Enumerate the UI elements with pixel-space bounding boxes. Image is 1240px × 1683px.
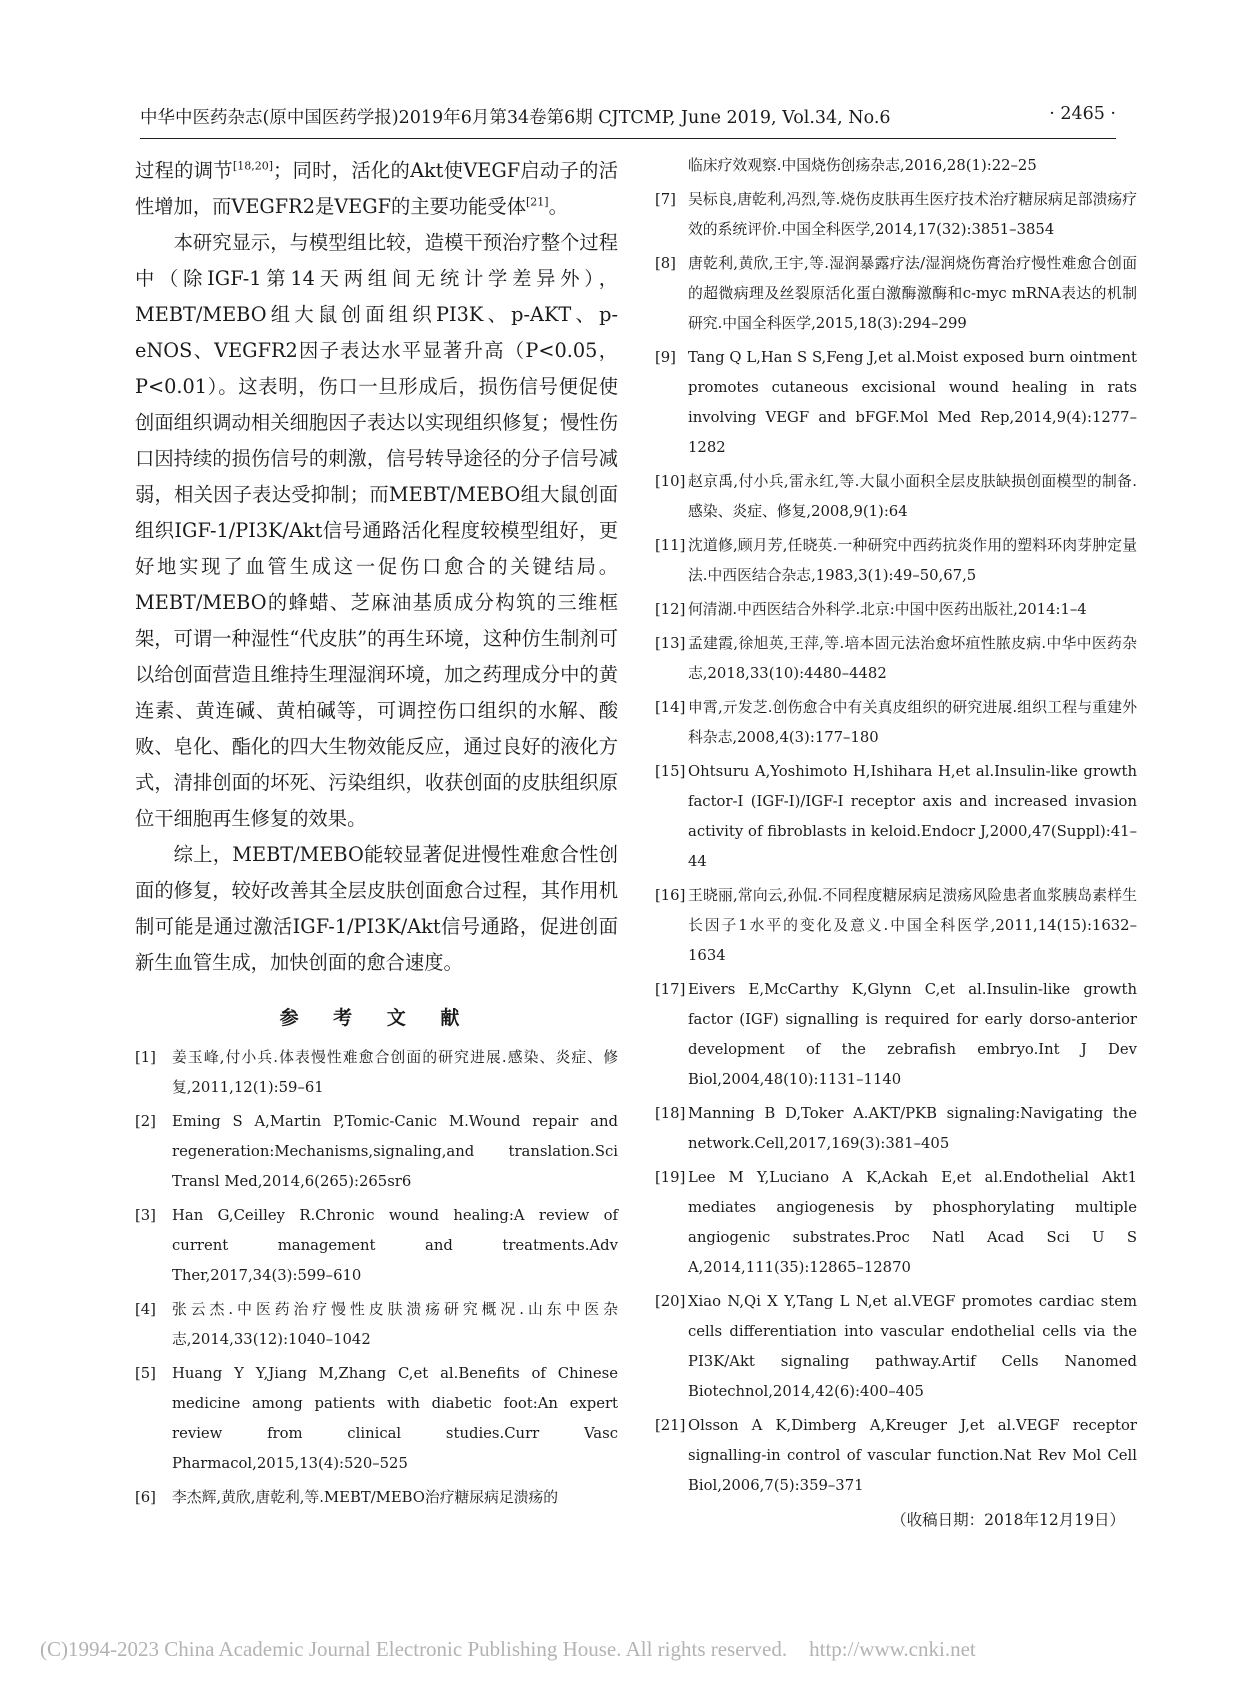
reference-item [655,693,1137,753]
reference-number: [4] [135,1301,156,1318]
reference-number: [21] [655,1417,686,1434]
reference-item [135,1107,618,1197]
left-column [135,153,618,1517]
right-column [655,153,1137,1535]
reference-text: Eivers E,McCarthy K,Glynn C,et al.Insulin-like growth factor (IGF) signalling is required for early dorso-anterior development of the zebrafish embryo.Int J Dev Biol,2004,48(10):1131–1140 [688,981,1137,1088]
references-title: 参 考 文 献 [279,1007,474,1029]
reference-text: Han G,Ceilley R.Chronic wound healing:A review of current management and treatments.Adv Ther,2017,34(3):599–610 [172,1207,618,1284]
reference-number: [2] [135,1113,156,1130]
reference-item [655,757,1137,877]
reference-number: [1] [135,1049,156,1066]
reference-text: 申霄,亓发芝.创伤愈合中有关真皮组织的研究进展.组织工程与重建外科杂志,2008,4(3):177–180 [688,699,1137,746]
reference-text: Ohtsuru A,Yoshimoto H,Ishihara H,et al.Insulin-like growth factor-I (IGF-I)/IGF-I receptor axis and increased invasion activity of fibroblasts in keloid.Endocr J,2000,47(Suppl):41–44 [688,763,1137,870]
reference-text: 王晓丽,常向云,孙侃.不同程度糖尿病足溃疡风险患者血浆胰岛素样生长因子1水平的变化及意义.中国全科医学,2011,14(15):1632–1634 [688,887,1137,964]
body-paragraph-2: 本研究显示，与模型组比较，造模干预治疗整个过程中（除IGF-1第14天两组间无统计学差异外），MEBT/MEBO组大鼠创面组织PI3K、p-AKT、p-eNOS、VEGFR2因子表达水平显著升高（P<0.05，P<0.01）。这表明，伤口一旦形成后，损伤信号便促使创面组织调动相关细胞因子表达以实现组织修复；慢性伤口因持续的损伤信号的刺激，信号转导途径的分子信号减弱，相关因子表达受抑制；而MEBT/MEBO组大鼠创面组织IGF-1/PI3K/Akt信号通路活化程度较模型组好，更好地实现了血管生成这一促伤口愈合的关键结局。MEBT/MEBO的蜂蜡、芝麻油基质成分构筑的三维框架，可谓一种湿性“代皮肤”的再生环境，这种仿生制剂可以给创面营造且维持生理湿润环境，加之药理成分中的黄连素、黄连碱、黄柏碱等，可调控伤口组织的水解、酸败、皂化、酯化的四大生物效能反应，通过良好的液化方式，清排创面的坏死、污染组织，收获创面的皮肤组织原位干细胞再生修复的效果。 [135,231,618,830]
reference-continuation: 临床疗效观察.中国烧伤创疡杂志,2016,28(1):22–25 [688,157,1037,174]
reference-text: 张云杰.中医药治疗慢性皮肤溃疡研究概况.山东中医杂志,2014,33(12):1040–1042 [172,1301,618,1348]
reference-text: Olsson A K,Dimberg A,Kreuger J,et al.VEGF receptor signalling-in control of vascular function.Nat Rev Mol Cell Biol,2006,7(5):359–371 [688,1417,1137,1494]
reference-item [655,629,1137,689]
reference-text: Huang Y Y,Jiang M,Zhang C,et al.Benefits of Chinese medicine among patients with diabetic foot:An expert review from clinical studies.Curr Vasc Pharmacol,2015,13(4):520–525 [172,1365,618,1472]
citation[interactable]: [21] [526,195,549,209]
journal-header: 中华中医药杂志(原中国医药学报)2019年6月第34卷第6期 CJTCMP, June 2019, Vol.34, No.6 [140,108,891,128]
received-date: （收稿日期：2018年12月19日） [891,1511,1125,1529]
reference-number: [11] [655,537,686,554]
reference-item [135,1295,618,1355]
reference-text: Tang Q L,Han S S,Feng J,et al.Moist exposed burn ointment promotes cutaneous excisional wound healing in rats involving VEGF and bFGF.Mol Med Rep,2014,9(4):1277–1282 [688,349,1137,456]
reference-item [135,1201,618,1291]
reference-number: [10] [655,473,686,490]
reference-text: 孟建霞,徐旭英,王萍,等.培本固元法治愈坏疽性脓皮病.中华中医药杂志,2018,33(10):4480–4482 [688,635,1137,682]
reference-item [135,1043,618,1103]
reference-item [655,467,1137,527]
reference-text: 吴标良,唐乾利,冯烈,等.烧伤皮肤再生医疗技术治疗糖尿病足部溃疡疗效的系统评价.中国全科医学,2014,17(32):3851–3854 [688,191,1137,238]
paragraph-text: 。 [548,195,568,218]
reference-item [655,343,1137,463]
reference-text: 赵京禹,付小兵,雷永红,等.大鼠小面积全层皮肤缺损创面模型的制备.感染、炎症、修复,2008,9(1):64 [688,473,1137,520]
reference-list-left [135,1043,618,1513]
reference-item [655,1411,1137,1501]
reference-text: 何清湖.中西医结合外科学.北京:中国中医药出版社,2014:1–4 [688,601,1087,618]
header-rule [140,138,1116,139]
reference-text: 沈道修,顾月芳,任晓英.一种研究中西药抗炎作用的塑料环肉芽肿定量法.中西医结合杂志,1983,3(1):49–50,67,5 [688,537,1137,584]
body-paragraph-3: 综上，MEBT/MEBO能较显著促进慢性难愈合性创面的修复，较好改善其全层皮肤创面愈合过程，其作用机制可能是通过激活IGF-1/PI3K/Akt信号通路，促进创面新生血管生成，加快创面的愈合速度。 [135,843,618,974]
reference-item [655,1099,1137,1159]
reference-item [655,975,1137,1095]
reference-number: [7] [655,191,676,208]
reference-text: Eming S A,Martin P,Tomic-Canic M.Wound repair and regeneration:Mechanisms,signaling,and translation.Sci Transl Med,2014,6(265):265sr6 [172,1113,618,1190]
reference-number: [8] [655,255,676,272]
reference-item [655,531,1137,591]
cnki-link[interactable]: http://www.cnki.net [809,1637,976,1661]
reference-number: [20] [655,1293,686,1310]
reference-number: [3] [135,1207,156,1224]
page-number: · 2465 · [1049,104,1116,124]
reference-text: 唐乾利,黄欣,王宇,等.湿润暴露疗法/湿润烧伤膏治疗慢性难愈合创面的超微病理及丝裂原活化蛋白激酶激酶和c-myc mRNA表达的机制研究.中国全科医学,2015,18(3):294–299 [688,255,1137,332]
reference-number: [17] [655,981,686,998]
copyright-footer [40,1637,1200,1662]
reference-item [655,249,1137,339]
reference-number: [9] [655,349,676,366]
reference-item [655,1287,1137,1407]
paragraph-text: ；同时，活化的Akt使VEGF启动子的活性增加，而VEGFR2是VEGF的主要功能受体 [135,159,619,218]
reference-item [135,1359,618,1479]
reference-text: 姜玉峰,付小兵.体表慢性难愈合创面的研究进展.感染、炎症、修复,2011,12(1):59–61 [172,1049,618,1096]
reference-number: [14] [655,699,686,716]
reference-number: [16] [655,887,686,904]
reference-item [655,881,1137,971]
reference-number: [5] [135,1365,156,1382]
reference-number: [15] [655,763,686,780]
reference-number: [6] [135,1489,156,1506]
reference-item [135,1483,618,1513]
reference-item [655,1163,1137,1283]
citation[interactable]: [18,20] [232,159,273,173]
reference-text: Xiao N,Qi X Y,Tang L N,et al.VEGF promotes cardiac stem cells differentiation into vascular endothelial cells via the PI3K/Akt signaling pathway.Artif Cells Nanomed Biotechnol,2014,42(6):400–405 [688,1293,1137,1400]
reference-item [655,185,1137,245]
reference-text: Manning B D,Toker A.AKT/PKB signaling:Navigating the network.Cell,2017,169(3):381–405 [688,1105,1137,1152]
reference-list-right [655,185,1137,1501]
running-header [140,104,1116,134]
reference-number: [13] [655,635,686,652]
reference-number: [19] [655,1169,686,1186]
body-paragraph-1 [135,153,618,225]
paragraph-text: 过程的调节 [135,159,233,182]
reference-number: [12] [655,601,686,618]
reference-text: 李杰辉,黄欣,唐乾利,等.MEBT/MEBO治疗糖尿病足溃疡的 [172,1489,559,1506]
reference-text: Lee M Y,Luciano A K,Ackah E,et al.Endothelial Akt1 mediates angiogenesis by phosphorylating multiple angiogenic substrates.Proc Natl Acad Sci U S A,2014,111(35):12865–12870 [688,1169,1137,1276]
copyright-text: (C)1994-2023 China Academic Journal Electronic Publishing House. All rights reserved. [40,1637,788,1661]
reference-number: [18] [655,1105,686,1122]
reference-item [655,595,1137,625]
